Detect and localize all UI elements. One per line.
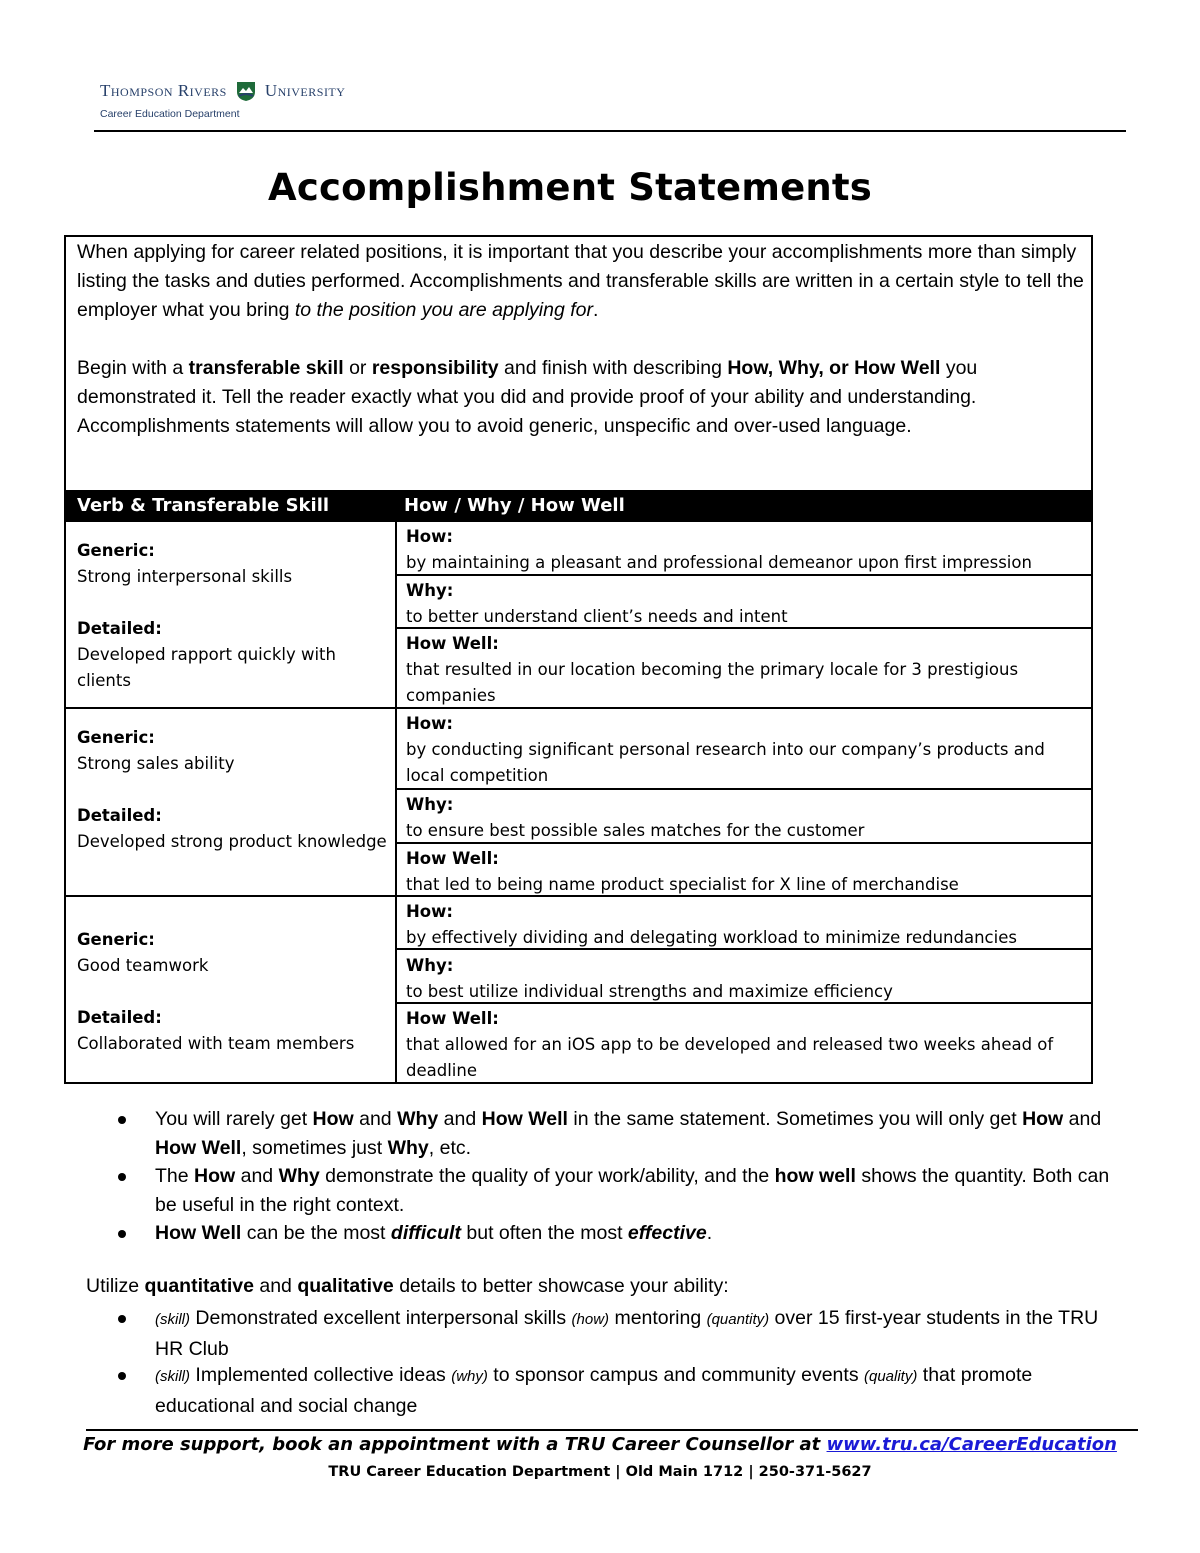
intro-paragraph-2: Begin with a transferable skill or responsibility and finish with describing How, Why, or How Well you demonstrated it. Tell the reader exactly what you did and provide proof of your ability and understanding. Accomplishments statements will allow you to avoid generic, unspecific and over-used language.	[77, 357, 978, 437]
table-row-3-skill: Generic: Good teamwork Detailed: Collaborated with team members	[77, 930, 355, 1053]
crest-icon	[235, 80, 257, 102]
bullet-icon	[118, 1372, 126, 1380]
column-divider	[395, 522, 397, 1084]
logo-text-left: Thompson Rivers	[100, 81, 227, 100]
intro-paragraph-1: When applying for career related positions, it is important that you describe your accomplishments more than simply listing the tasks and duties performed. Accomplishments and transferable skills are written in a certain style to tell the employer what you bring to the position you are applying for.	[77, 241, 1084, 321]
page-title: Accomplishment Statements	[267, 166, 873, 209]
table-row-1-how-well: How Well: that resulted in our location becoming the primary locale for 3 prestigious companies	[406, 634, 1019, 705]
table-row-1-why: Why: to better understand client’s needs and intent	[406, 581, 788, 626]
table-row-3-why: Why: to best utilize individual strengths and maximize efficiency	[406, 956, 893, 1001]
logo-text-right: University	[264, 81, 346, 100]
footer-address: TRU Career Education Department | Old Main 1712 | 250-371-5627	[328, 1464, 872, 1480]
table-header	[66, 490, 1093, 522]
table-row-3-how: How: by effectively dividing and delegating workload to minimize redundancies	[406, 902, 1017, 947]
header-rule	[94, 130, 1126, 132]
column-header-how: How / Why / How Well	[404, 495, 625, 516]
bullet-1: You will rarely get How and Why and How Well in the same statement. Sometimes you will only get How and How Well, sometimes just Why, etc.	[155, 1108, 1102, 1159]
bullet-icon	[118, 1230, 126, 1238]
column-header-skill: Verb & Transferable Skill	[77, 495, 330, 516]
example-2: (skill) Implemented collective ideas (why) to sponsor campus and community events (quality) that promote educational and social change	[155, 1364, 1033, 1417]
utilize-heading: Utilize quantitative and qualitative details to better showcase your ability:	[86, 1275, 729, 1297]
footer-support: For more support, book an appointment with a TRU Career Counsellor at www.tru.ca/CareerEducation	[83, 1434, 1117, 1455]
table-row-2-why: Why: to ensure best possible sales matches for the customer	[406, 795, 865, 840]
table-row-3-how-well: How Well: that allowed for an iOS app to be developed and released two weeks ahead of deadline	[406, 1009, 1054, 1080]
bullet-icon	[118, 1315, 126, 1323]
table-row-1-skill: Generic: Strong interpersonal skills Detailed: Developed rapport quickly with clients	[77, 541, 336, 690]
bullet-2: The How and Why demonstrate the quality of your work/ability, and the how well shows the quantity. Both can be useful in the right context.	[155, 1165, 1110, 1216]
table-row-2-skill: Generic: Strong sales ability Detailed: Developed strong product knowledge	[77, 728, 387, 851]
department-label: Career Education Department	[100, 108, 240, 120]
table-row-1-how: How: by maintaining a pleasant and professional demeanor upon first impression	[406, 527, 1032, 572]
table-row-2-how-well: How Well: that led to being name product specialist for X line of merchandise	[406, 849, 959, 894]
career-education-link[interactable]: www.tru.ca/CareerEducation	[826, 1434, 1117, 1455]
bullet-3: How Well can be the most difficult but often the most effective.	[155, 1222, 713, 1244]
example-1: (skill) Demonstrated excellent interpersonal skills (how) mentoring (quantity) over 15 first-year students in the TRU HR Club	[155, 1307, 1099, 1360]
bullet-icon	[118, 1116, 126, 1124]
bullet-icon	[118, 1173, 126, 1181]
logo	[100, 80, 345, 102]
intro-text	[77, 238, 1087, 470]
footer-rule	[86, 1429, 1138, 1431]
table-row-2-how: How: by conducting significant personal research into our company’s products and local competition	[406, 714, 1045, 785]
